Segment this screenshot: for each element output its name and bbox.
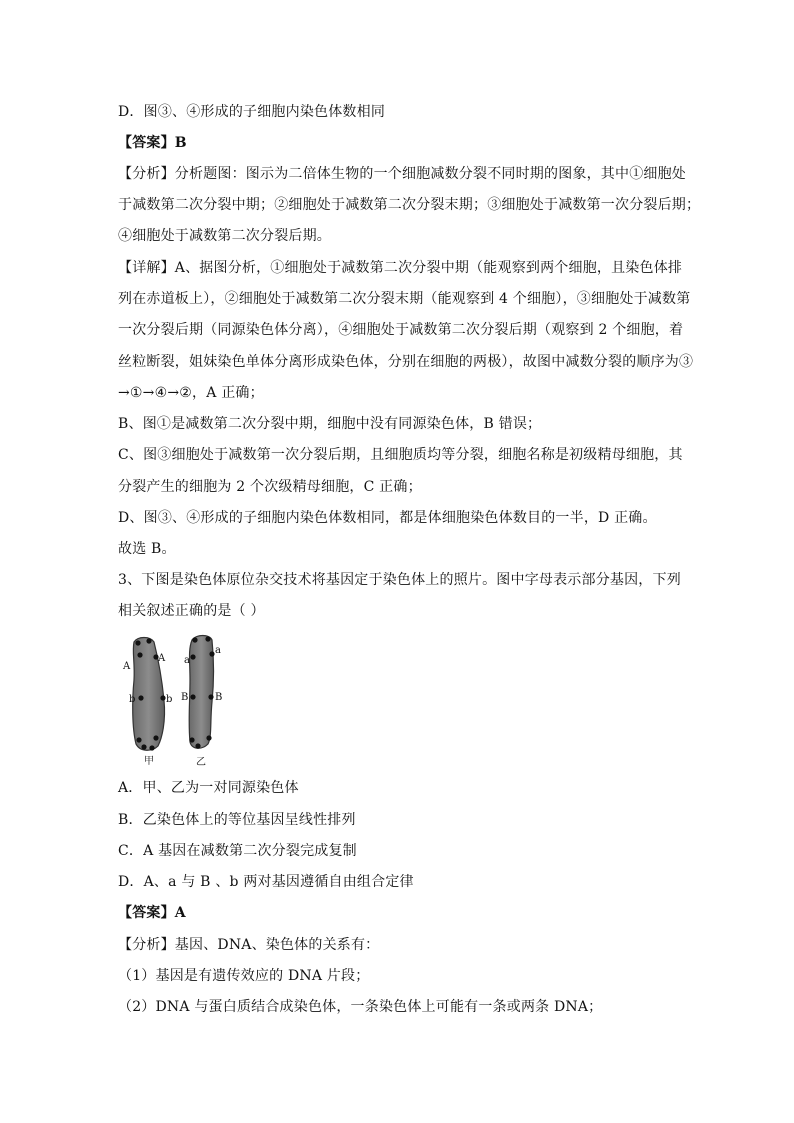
option-c-question3: C．A 基因在减数第二次分裂完成复制 xyxy=(118,843,357,859)
gene-label-b-right: b xyxy=(166,694,173,705)
analysis-q2-line1: 【分析】分析题图：图示为二倍体生物的一个细胞减数分裂不同时期的图象，其中①细胞处 xyxy=(118,166,686,182)
answer-q2: 【答案】B xyxy=(118,135,187,151)
option-d-question2: D．图③、④形成的子细胞内染色体数相同 xyxy=(118,104,386,120)
gene-label-a-left: a xyxy=(184,655,190,666)
question3-line1: 3、下图是染色体原位杂交技术将基因定于染色体上的照片。图中字母表示部分基因，下列 xyxy=(118,572,681,588)
analysis-q2-line3: ④细胞处于减数第二次分裂后期。 xyxy=(118,228,331,244)
option-b-question3: B．乙染色体上的等位基因呈线性排列 xyxy=(118,812,356,828)
detail-q2-d: D、图③、④形成的子细胞内染色体数相同，都是体细胞染色体数目的一半，D 正确。 xyxy=(118,510,657,526)
detail-q2-line1: 【详解】A、据图分析，①细胞处于减数第二次分裂中期（能观察到两个细胞，且染色体排 xyxy=(118,260,683,276)
analysis-q3-line2: （1）基因是有遗传效应的 DNA 片段； xyxy=(118,968,370,984)
chromosome-figure xyxy=(118,630,230,770)
gene-label-B-right: B xyxy=(215,692,223,703)
detail-q2-line5: →①→④→②，A 正确； xyxy=(118,385,264,401)
option-d-question3: D．A、a 与 B 、b 两对基因遵循自由组合定律 xyxy=(118,874,414,890)
gene-label-a-right: a xyxy=(215,645,221,656)
analysis-q3-line3: （2）DNA 与蛋白质结合成染色体，一条染色体上可能有一条或两条 DNA； xyxy=(118,999,603,1015)
chromosome-name-yi: 乙 xyxy=(196,757,206,768)
detail-q2-line4: 丝粒断裂，姐妹染色单体分离形成染色体，分别在细胞的两极），故图中减数分裂的顺序为③ xyxy=(118,354,694,370)
analysis-q3-line1: 【分析】基因、DNA、染色体的关系有： xyxy=(118,937,380,953)
detail-q2-b: B、图①是减数第二次分裂中期，细胞中没有同源染色体，B 错误； xyxy=(118,416,542,432)
chromosome-yi xyxy=(189,636,213,749)
detail-q2-c-line1: C、图③细胞处于减数第一次分裂后期，且细胞质均等分裂，细胞名称是初级精母细胞，其 xyxy=(118,447,683,463)
detail-q2-c-line2: 分裂产生的细胞为 2 个次级精母细胞，C 正确； xyxy=(118,479,422,495)
answer-q3: 【答案】A xyxy=(118,905,186,921)
analysis-q2-line2: 于减数第二次分裂中期；②细胞处于减数第二次分裂末期；③细胞处于减数第一次分裂后期； xyxy=(118,197,701,213)
gene-label-B-left: B xyxy=(181,692,189,703)
question3-line2: 相关叙述正确的是（ ） xyxy=(118,603,265,619)
gene-label-A-left: A xyxy=(123,661,131,672)
detail-q2-line3: 一次分裂后期（同源染色体分离），④细胞处于减数第二次分裂后期（观察到 2 个细胞，着 xyxy=(118,322,684,338)
chromosome-name-jia: 甲 xyxy=(144,756,154,767)
option-a-question3: A．甲、乙为一对同源染色体 xyxy=(118,780,299,796)
detail-q2-line2: 列在赤道板上），②细胞处于减数第二次分裂末期（能观察到 4 个细胞），③细胞处于减数第 xyxy=(118,291,691,307)
gene-label-b-left: b xyxy=(129,694,136,705)
conclusion-q2: 故选 B。 xyxy=(118,541,176,557)
gene-label-A-right: A xyxy=(158,653,166,664)
